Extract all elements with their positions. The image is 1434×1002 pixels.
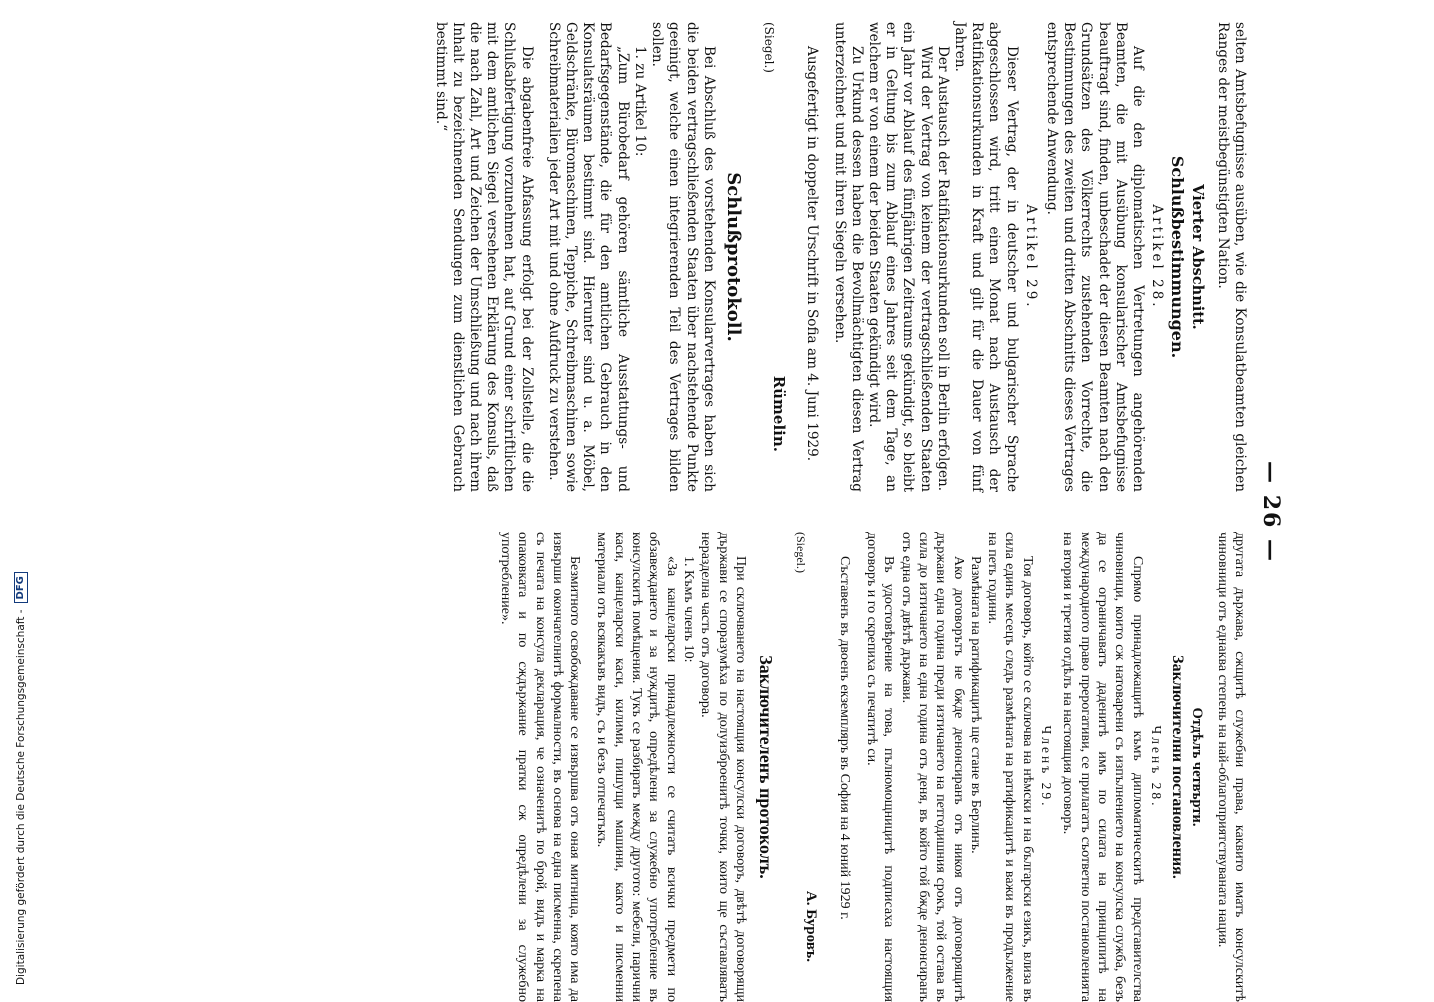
german-art29-title: Artikel 29.: [1022, 204, 1039, 310]
bulgarian-protocol-p1: При сключването на настоящия консулски договоръ, двѣтѣ договорящи държави се споразумѣха по долуизброенитѣ точки, които ще съставляватъ неразделна часть отъ договора.: [698, 532, 748, 1002]
bulgarian-art29-title: Членъ 29.: [1039, 725, 1055, 809]
german-art29-p3: Wird der Vertrag von keinem der vertragschließenden Staaten ein Jahr vor Ablauf des fünfjährigen Zeitraums gekündigt, so bleibt er in Geltung bis zum Ablauf eines Jahres seit dem Tage, an welchem er von einem der beiden Staaten gekündigt wird.: [865, 22, 934, 492]
german-art29-p4: Zu Urkund dessen haben die Bevollmächtigten diesen Vertrag unterzeichnet und mit ihren Siegeln versehen.: [831, 22, 865, 492]
german-column: [431, 22, 1248, 492]
bulgarian-section-title: Отдѣлъ четвърти.: [1189, 707, 1206, 827]
dfg-logo: DFG: [14, 572, 28, 603]
german-protocol-quote2: Die abgabenfreie Abfassung erfolgt bei der Zollstelle, die die Schlußabfertigung vorzunehmen hat, auf Grund einer schriftlichen mit dem amtlichen Siegel versehenen Erklärung des Konsuls, daß die nach Zahl, Art und Zeichen der Umschließung und nach ihrem Inhalt zu bezeichnenden Sendungen zum dienstlichen Gebrauch bestimmt sind.“: [432, 22, 535, 492]
german-art29-p2: Der Austausch der Ratifikationsurkunden soll in Berlin erfolgen.: [934, 46, 951, 492]
german-art28-text: Auf die den diplomatischen Vertretungen angehörenden Beamten, die mit Ausübung konsularischer Amtsbefugnisse beauftragt sind, finden, unbeschadet der diesen Beamten nach den Grundsätzen des Völkerrechts zustehenden Vorrechte, die Bestimmungen des zweiten und dritten Abschnitts dieses Vertrages entsprechende Anwendung.: [1043, 22, 1146, 492]
bulgarian-intro: другата държава, сжщитѣ служебни права, каквито иматъ консулскитѣ чиновници отъ еднаква степень на най-облагоприятствуваната нация.: [1214, 532, 1247, 1002]
bulgarian-column: [497, 532, 1248, 1002]
bulgarian-protocol-quote2: Безмитното освобождаване се извършва отъ оная митница, която има да извърши окончателнитѣ формалности, въ основа на една писменна, скрепена съ печата на консула декларация, че означенитѣ по брой, видъ и марка на опаковката и по сждържание пратки сж опредѣлени за служебно употребление».: [498, 532, 583, 1002]
bulgarian-signature-row: [792, 532, 819, 1002]
bulgarian-section-subtitle: Заключителни постановления.: [1169, 655, 1187, 879]
bulgarian-protocol-quote: «За канцеларски принадлежности се считатъ всички предмети по обзавеждането и за нуждитѣ, опредѣлени за служебно употребление въ консулскитѣ помѣщения. Тукъ се разбиратъ между другото: мебели, парични каси, канцеларски каси, килими, пишущи машини, както и писменни материали отъ всякакъвъ видъ, съ и безъ отпечатъкъ.: [594, 532, 679, 1002]
footer-note-text: Digitalisierung gefördert durch die Deutsche Forschungsgemeinschaft -: [15, 609, 27, 985]
bulgarian-art29-p3: Ако договорътъ не бжде денонсиранъ отъ никоя отъ договорящитѣ държави една година преди изтичането на петгодишния срокъ, той остава въ сила до изтичането на една година отъ деня, въ който той бжде денонсиранъ отъ една отъ двѣтѣ държави.: [898, 532, 966, 1002]
german-signature-row: [760, 22, 787, 492]
german-intro: selten Amtsbefugnisse ausüben, wie die Konsulatbeamten gleichen Ranges der meistbegünstigten Nation.: [1214, 22, 1248, 492]
bulgarian-protocol-item: 1. Къмъ членъ 10:: [680, 556, 696, 663]
german-section-title: Vierter Abschnitt.: [1188, 184, 1206, 330]
bulgarian-signer: А. Буровъ.: [803, 890, 820, 962]
german-done: Ausgefertigt in doppelter Urschrift in Sofia am 4. Juni 1929.: [804, 46, 821, 462]
bulgarian-art28-text: Спрямо принадлежащитѣ къмъ дипломатическитѣ представителства чиновници, които сж натоварени съ изпълнението на консулска служба, безъ да се ограничаватъ даденитѣ имъ по силата на принципитѣ на международното право прерогативи, се прилагатъ съответно постановленията на втория и третия отдѣлъ на настоящия договоръ.: [1060, 532, 1145, 1002]
german-signer: Rümelin.: [770, 375, 789, 452]
german-section-subtitle: Schlußbestimmungen.: [1168, 155, 1188, 359]
digitization-footer: [14, 572, 28, 985]
page-number: — 26 —: [1258, 461, 1284, 563]
german-seal: (Siegel.): [762, 22, 777, 73]
rotated-content: [0, 22, 1284, 1002]
german-protocol-item: 1. zu Artikel 10:: [631, 46, 648, 157]
german-art29-p1: Dieser Vertrag, der in deutscher und bulgarischer Sprache abgeschlossen wird, tritt einen Monat nach Austausch der Ratifikationsurkunden in Kraft und gilt für die Dauer von fünf Jahren.: [951, 22, 1020, 492]
bulgarian-art29-p2: Размѣната на ратификацитѣ ще стане въ Берлинъ.: [967, 556, 983, 854]
bulgarian-protocol-title: Заключителенъ протоколъ.: [756, 655, 777, 879]
german-art28-title: Artikel 28.: [1149, 204, 1166, 310]
german-protocol-quote: „Zum Bürobedarf gehören sämtliche Ausstattungs- und Bedarfsgegenstände, die für den amtlichen Gebrauch in den Konsulatsräumen bestimmt sind. Hierunter sind u. a. Möbel, Geldschränke, Büromaschinen, Teppiche, Schreibmaschinen sowie Schreibmaterialien jeder Art mit und ohne Aufdruck zu verstehen.: [545, 22, 631, 492]
bulgarian-art28-title: Членъ 28.: [1148, 725, 1164, 809]
german-protocol-p1: Bei Abschluß des vorstehenden Konsularvertrages haben sich die beiden vertragschließenden Staaten über nachstehende Punkte geeinigt, welche einen integrierenden Teil des Vertrages bilden sollen.: [649, 22, 717, 492]
german-protocol-title: Schlußprotokoll.: [722, 172, 744, 342]
bulgarian-done: Съставенъ въ двоенъ екземпляръ въ София на 4 юний 1929 г.: [836, 556, 852, 920]
bulgarian-seal: (Siegel.): [794, 532, 809, 573]
bulgarian-art29-p4: Въ удостовѣрение на това, пълномощницитѣ подписаха настоящия договоръ и го скрепиха съ печатитѣ си.: [864, 532, 897, 1002]
bulgarian-art29-p1: Тоя договоръ, който се сключва на нѣмски и на български езикъ, влиза въ сила единъ месецъ следъ размѣната на ратификацитѣ и важи въ продължение на петь години.: [985, 532, 1035, 1002]
